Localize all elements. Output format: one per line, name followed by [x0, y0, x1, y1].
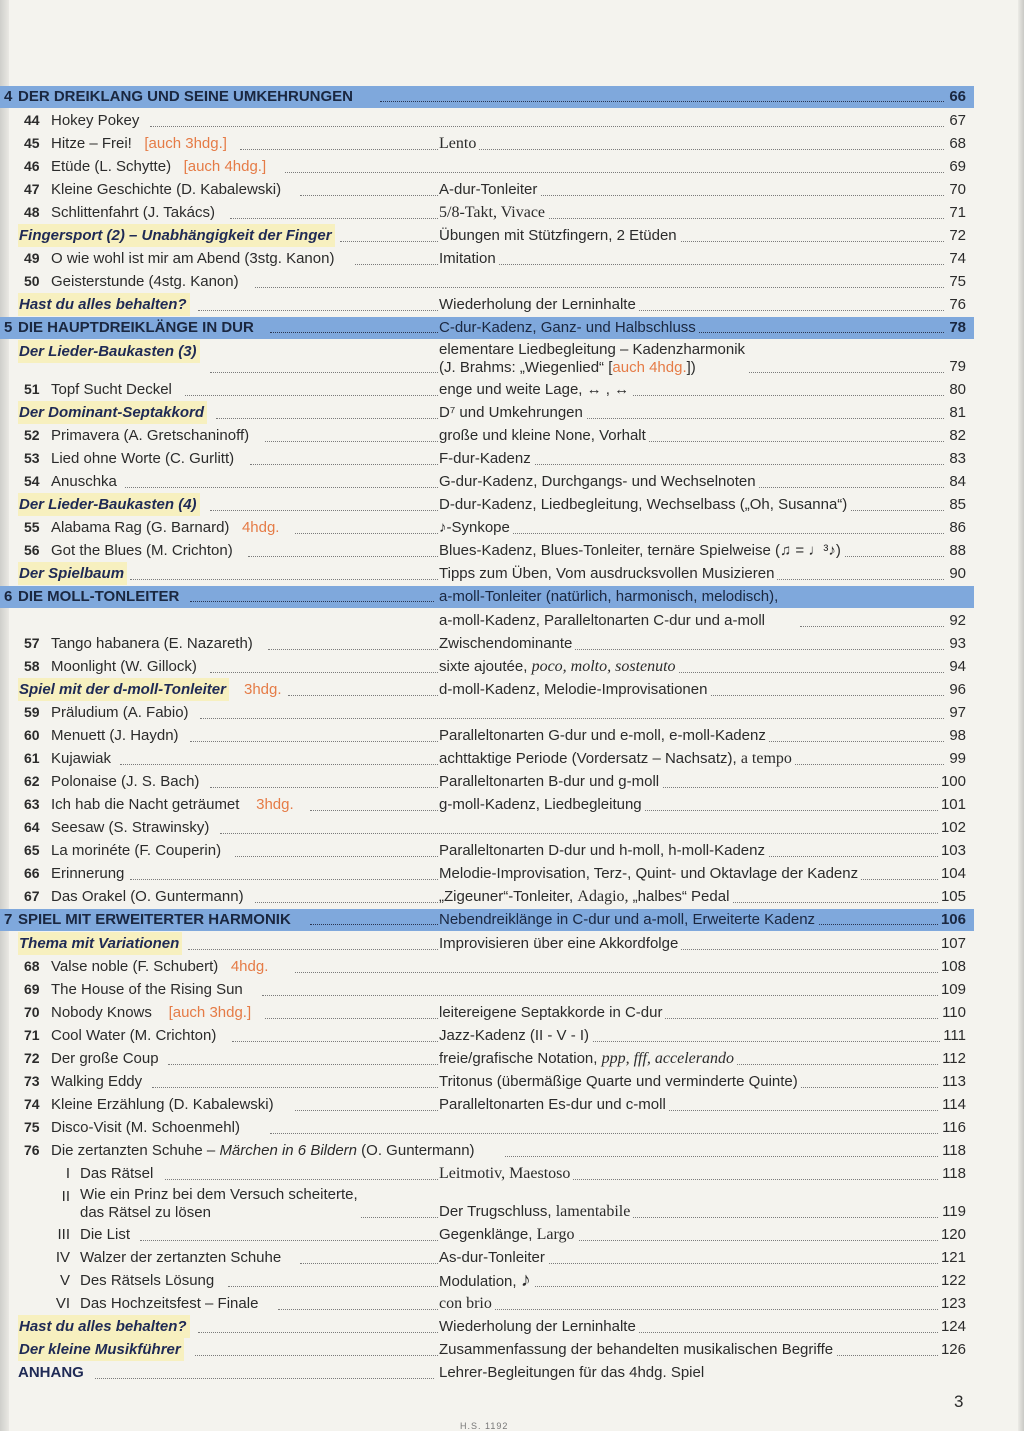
- piece-number: 59: [24, 704, 40, 720]
- chapter-title: SPIEL MIT ERWEITERTER HARMONIK: [18, 909, 291, 931]
- piece-title: Das Orakel (O. Guntermann): [51, 885, 247, 908]
- chapter-number: 4: [4, 88, 13, 105]
- topic-description: Paralleltonarten G-dur und e-moll, e-moll-Kadenz: [439, 724, 769, 747]
- piece-number: 58: [24, 658, 40, 674]
- topic-description: 5/8-Takt, Vivace: [439, 201, 548, 224]
- page-shadow-right: [1018, 0, 1024, 1431]
- toc-entry-62: [0, 770, 974, 793]
- page-ref: 105: [938, 885, 966, 908]
- toc-entry-review-1: [0, 293, 974, 316]
- page-ref: 85: [946, 493, 966, 516]
- toc-entry-48: [0, 201, 974, 224]
- page-number: 3: [954, 1392, 964, 1411]
- movement-number: V: [59, 1272, 70, 1289]
- toc-entry-lieder-baukasten-3: [0, 340, 974, 378]
- piece-title: Topf Sucht Deckel: [51, 378, 175, 401]
- edition-note: 3hdg.: [256, 796, 294, 813]
- toc-entry-46: [0, 155, 974, 178]
- topic-description: Zusammenfassung der behandelten musikalischen Begriffe: [439, 1338, 836, 1361]
- movement-number: III: [57, 1226, 70, 1243]
- special-section-title: Der Lieder-Baukasten (4): [18, 493, 200, 516]
- toc-entry-52: [0, 424, 974, 447]
- piece-title: Disco-Visit (M. Schoenmehl): [51, 1116, 243, 1139]
- edition-note: [auch 3hdg.]: [144, 135, 227, 152]
- toc-entry-45: [0, 132, 974, 155]
- movement-title: Das Rätsel: [80, 1162, 156, 1185]
- page-ref: 86: [946, 516, 966, 539]
- piece-number: 47: [24, 181, 40, 197]
- piece-number: 66: [24, 865, 40, 881]
- page-ref: 109: [938, 978, 966, 1001]
- edition-note: [auch 3hdg.]: [168, 1004, 252, 1021]
- topic-description: D-dur-Kadenz, Liedbegleitung, Wechselbass („Oh, Susanna“): [439, 493, 850, 516]
- special-section-title: Spiel mit der d-moll-Tonleiter: [18, 678, 229, 701]
- toc-entry-50: [0, 270, 974, 293]
- toc-entry-53: [0, 447, 974, 470]
- piece-number: 52: [24, 427, 40, 443]
- piece-title: Anuschka: [51, 470, 120, 493]
- toc-subentry-VI: [0, 1292, 974, 1315]
- piece-title: Der große Coup: [51, 1047, 162, 1070]
- toc-entry-44: [0, 109, 974, 132]
- topic-description: Wiederholung der Lerninhalte: [439, 1315, 639, 1338]
- movement-number: II: [61, 1188, 70, 1205]
- toc-subentry-III: [0, 1223, 974, 1246]
- toc-entry-72: [0, 1047, 974, 1070]
- piece-title: Got the Blues (M. Crichton): [51, 539, 236, 562]
- piece-number: 74: [24, 1096, 40, 1112]
- toc-entry-d-moll: [0, 678, 974, 701]
- edition-note: [auch 4hdg.]: [183, 158, 267, 175]
- toc-entry-73: [0, 1070, 974, 1093]
- page-ref: 96: [946, 678, 966, 701]
- piece-number: 63: [24, 796, 40, 812]
- piece-title: Lied ohne Worte (C. Gurlitt): [51, 447, 237, 470]
- toc-entry-61: [0, 747, 974, 770]
- chapter-7-header: [0, 909, 974, 931]
- page-ref: 111: [940, 1024, 966, 1047]
- movement-number: VI: [55, 1295, 70, 1312]
- topic-description: Leitmotiv, Maestoso: [439, 1162, 573, 1185]
- piece-title: Präludium (A. Fabio): [51, 701, 192, 724]
- topic-description: Gegenklänge, Largo: [439, 1223, 578, 1246]
- page-ref: 119: [939, 1200, 966, 1223]
- topic-description: Jazz-Kadenz (II - V - I): [439, 1024, 592, 1047]
- topic-description: Übungen mit Stützfingern, 2 Etüden: [439, 224, 680, 247]
- piece-number: 55: [24, 519, 40, 535]
- topic-description: elementare Liedbegleitung – Kadenzharmonik (J. Brahms: „Wiegenlied“ [auch 4hdg.]): [439, 341, 748, 377]
- special-section-title: Der Lieder-Baukasten (3): [18, 340, 200, 363]
- page-ref: 68: [946, 132, 966, 155]
- chapter-4-header: [0, 86, 974, 108]
- movement-title: Wie ein Prinz bei dem Versuch scheiterte, das Rätsel zu lösen: [80, 1186, 361, 1222]
- topic-description: Paralleltonarten Es-dur und c-moll: [439, 1093, 669, 1116]
- piece-number: 53: [24, 450, 40, 466]
- page-ref: 99: [946, 747, 966, 770]
- chapter-title: DIE MOLL-TONLEITER: [18, 586, 179, 608]
- page-ref: 80: [946, 378, 966, 401]
- topic-description: leitereigene Septakkorde in C-dur: [439, 1001, 665, 1024]
- page-ref: 74: [946, 247, 966, 270]
- piece-number: 62: [24, 773, 40, 789]
- toc-entry-68: [0, 955, 974, 978]
- topic-description: Melodie-Improvisation, Terz-, Quint- und Oktavlage der Kadenz: [439, 862, 861, 885]
- topic-description: „Zigeuner“-Tonleiter, Adagio, „halbes“ Pedal: [439, 885, 732, 908]
- toc-entry-59: [0, 701, 974, 724]
- topic-description: a-moll-Kadenz, Paralleltonarten C-dur und a-moll: [439, 609, 768, 632]
- piece-title: The House of the Rising Sun: [51, 978, 246, 1001]
- toc-entry-75: [0, 1116, 974, 1139]
- topic-description: Blues-Kadenz, Blues-Tonleiter, ternäre Spielweise (♫ = ♩³♪): [439, 539, 844, 562]
- piece-title: Menuett (J. Haydn): [51, 724, 182, 747]
- topic-description: Improvisieren über eine Akkordfolge: [439, 932, 681, 955]
- eighth-note-icon: ♪: [520, 1269, 531, 1291]
- piece-number: 69: [24, 981, 40, 997]
- piece-title: La morinéte (F. Couperin): [51, 839, 224, 862]
- toc-entry-thema-variationen: [0, 932, 974, 955]
- topic-description: Imitation: [439, 247, 499, 270]
- piece-number: 72: [24, 1050, 40, 1066]
- toc-entry-60: [0, 724, 974, 747]
- topic-description: große und kleine None, Vorhalt: [439, 424, 649, 447]
- page-ref: 113: [939, 1070, 966, 1093]
- piece-title: Alabama Rag (G. Barnard) 4hdg.: [51, 516, 282, 539]
- topic-description: a-moll-Tonleiter (natürlich, harmonisch, melodisch),: [439, 586, 781, 608]
- piece-title: Hitze – Frei! [auch 3hdg.]: [51, 132, 230, 155]
- toc-subentry-V: [0, 1269, 974, 1292]
- page-ref: 88: [946, 539, 966, 562]
- piece-title: Valse noble (F. Schubert) 4hdg.: [51, 955, 271, 978]
- page-ref: 81: [946, 401, 966, 424]
- movement-number: IV: [55, 1249, 70, 1266]
- piece-number: 56: [24, 542, 40, 558]
- toc-entry-dominant-septakkord: [0, 401, 974, 424]
- page-ref: 120: [938, 1223, 966, 1246]
- movement-number: I: [65, 1165, 70, 1182]
- movement-title: Die List: [80, 1223, 133, 1246]
- page-ref: 112: [939, 1047, 966, 1070]
- slur-down-icon: ↔: [614, 381, 630, 398]
- chapter-number: 7: [4, 911, 13, 928]
- page-ref: 94: [946, 655, 966, 678]
- table-of-contents: [0, 85, 974, 1384]
- page-ref: 79: [946, 355, 966, 378]
- toc-entry-65: [0, 839, 974, 862]
- toc-subentry-II: [0, 1185, 974, 1223]
- appendix-title: ANHANG: [18, 1364, 84, 1381]
- piece-title: Ich hab die Nacht geträumet 3hdg.: [51, 793, 297, 816]
- piece-title: Primavera (A. Gretschaninoff): [51, 424, 252, 447]
- toc-entry-55: [0, 516, 974, 539]
- topic-description: Tipps zum Üben, Vom ausdrucksvollen Musizieren: [439, 562, 777, 585]
- topic-description: Tritonus (übermäßige Quarte und verminderte Quinte): [439, 1070, 801, 1093]
- piece-number: 70: [24, 1004, 40, 1020]
- page-ref: 126: [938, 1338, 966, 1361]
- piece-number: 71: [24, 1027, 40, 1043]
- piece-title: Erinnerung: [51, 862, 127, 885]
- topic-description: D⁷ und Umkehrungen: [439, 401, 586, 424]
- piece-title: Nobody Knows [auch 3hdg.]: [51, 1001, 254, 1024]
- topic-description: Paralleltonarten B-dur und g-moll: [439, 770, 662, 793]
- topic-description: A-dur-Tonleiter: [439, 178, 540, 201]
- page-ref: 104: [938, 862, 966, 885]
- toc-entry-anhang: [0, 1361, 974, 1384]
- piece-title: Seesaw (S. Strawinsky): [51, 816, 212, 839]
- topic-description: achttaktige Periode (Vordersatz – Nachsatz), a tempo: [439, 747, 795, 770]
- toc-entry-review-2: [0, 1315, 974, 1338]
- piece-number: 60: [24, 727, 40, 743]
- topic-description: d-moll-Kadenz, Melodie-Improvisationen: [439, 678, 710, 701]
- page-ref: 100: [938, 770, 966, 793]
- piece-title: Kleine Erzählung (D. Kabalewski): [51, 1093, 277, 1116]
- toc-entry-74: [0, 1093, 974, 1116]
- page-ref: 123: [938, 1292, 966, 1315]
- piece-number: 49: [24, 250, 40, 266]
- page-ref: 93: [946, 632, 966, 655]
- page-ref: 92: [946, 609, 966, 632]
- toc-entry-70: [0, 1001, 974, 1024]
- page-ref: 108: [938, 955, 966, 978]
- piece-title: Etüde (L. Schytte) [auch 4hdg.]: [51, 155, 269, 178]
- toc-entry-spielbaum: [0, 562, 974, 585]
- piece-number: 61: [24, 750, 40, 766]
- special-section-title: Thema mit Variationen: [18, 932, 182, 955]
- topic-description: Paralleltonarten D-dur und h-moll, h-moll-Kadenz: [439, 839, 768, 862]
- toc-entry-67: [0, 885, 974, 908]
- special-section-title: Der Dominant-Septakkord: [18, 401, 207, 424]
- topic-description: F-dur-Kadenz: [439, 447, 534, 470]
- topic-description: Wiederholung der Lerninhalte: [439, 293, 639, 316]
- piece-number: 46: [24, 158, 40, 174]
- page-ref: 118: [939, 1139, 966, 1162]
- edition-note: 4hdg.: [241, 519, 280, 536]
- piece-number: 44: [24, 112, 40, 128]
- page-ref: 71: [946, 201, 966, 224]
- toc-entry-76: [0, 1139, 974, 1162]
- topic-description: sixte ajoutée, poco, molto, sostenuto: [439, 655, 679, 678]
- topic-description: enge und weite Lage, ↔ , ↔: [439, 378, 632, 401]
- toc-entry-64: [0, 816, 974, 839]
- toc-entry-63: [0, 793, 974, 816]
- toc-entry-56: [0, 539, 974, 562]
- movement-title: Walzer der zertanzten Schuhe: [80, 1246, 284, 1269]
- toc-entry-fingersport: [0, 224, 974, 247]
- piece-number: 76: [24, 1142, 40, 1158]
- chapter-6-header: [0, 586, 974, 608]
- topic-description: Lehrer-Begleitungen für das 4hdg. Spiel: [439, 1361, 707, 1384]
- piece-number: 75: [24, 1119, 40, 1135]
- page-ref: 116: [939, 1116, 966, 1139]
- topic-description: Der Trugschluss, lamentabile: [439, 1200, 633, 1223]
- piece-number: 50: [24, 273, 40, 289]
- toc-entry-66: [0, 862, 974, 885]
- topic-description: As-dur-Tonleiter: [439, 1246, 548, 1269]
- page-ref: 106: [938, 909, 966, 931]
- page-ref: 90: [946, 562, 966, 585]
- topic-description: C-dur-Kadenz, Ganz- und Halbschluss: [439, 317, 699, 339]
- special-section-title: Hast du alles behalten?: [18, 1315, 190, 1338]
- page-ref: 66: [946, 86, 966, 108]
- page-ref: 114: [939, 1093, 966, 1116]
- page-ref: 101: [938, 793, 966, 816]
- page-ref: 121: [938, 1246, 966, 1269]
- chapter-5-header: [0, 317, 974, 339]
- toc-entry-69: [0, 978, 974, 1001]
- special-section-title: Der Spielbaum: [18, 562, 127, 585]
- toc-entry-chapter-6-continued: [0, 609, 974, 632]
- piece-title: Moonlight (W. Gillock): [51, 655, 200, 678]
- special-section-title: Fingersport (2) – Unabhängigkeit der Finger: [18, 224, 335, 247]
- piece-number: 51: [24, 381, 40, 397]
- page-ref: 107: [938, 932, 966, 955]
- piece-number: 57: [24, 635, 40, 651]
- piece-number: 65: [24, 842, 40, 858]
- piece-title: Polonaise (J. S. Bach): [51, 770, 202, 793]
- page-ref: 103: [938, 839, 966, 862]
- page-ref: 76: [946, 293, 966, 316]
- page-ref: 110: [939, 1001, 966, 1024]
- page-ref: 118: [939, 1162, 966, 1185]
- toc-entry-71: [0, 1024, 974, 1047]
- topic-description: freie/grafische Notation, ppp, fff, accelerando: [439, 1047, 737, 1070]
- piece-title: Die zertanzten Schuhe – Märchen in 6 Bildern (O. Guntermann): [51, 1139, 478, 1162]
- toc-entry-58: [0, 655, 974, 678]
- page-ref: 97: [946, 701, 966, 724]
- page-ref: 69: [946, 155, 966, 178]
- piece-number: 48: [24, 204, 40, 220]
- piece-title: O wie wohl ist mir am Abend (3stg. Kanon): [51, 247, 337, 270]
- toc-entry-57: [0, 632, 974, 655]
- page-ref: 83: [946, 447, 966, 470]
- topic-description: Lento: [439, 132, 479, 155]
- piece-title: Kujawiak: [51, 747, 114, 770]
- toc-entry-51: [0, 378, 974, 401]
- page-ref: 98: [946, 724, 966, 747]
- slur-up-icon: ↔: [586, 381, 602, 398]
- toc-entry-lieder-baukasten-4: [0, 493, 974, 516]
- topic-description: G-dur-Kadenz, Durchgangs- und Wechselnoten: [439, 470, 759, 493]
- footer-code: H.S. 1192: [460, 1421, 509, 1431]
- topic-description: ♪-Synkope: [439, 516, 513, 539]
- piece-title: Walking Eddy: [51, 1070, 145, 1093]
- piece-number: 45: [24, 135, 40, 151]
- edition-note: 3hdg.: [244, 681, 282, 698]
- page-ref: 122: [938, 1269, 966, 1292]
- toc-entry-47: [0, 178, 974, 201]
- page-ref: 72: [946, 224, 966, 247]
- page-ref: 78: [946, 317, 966, 339]
- toc-entry-49: [0, 247, 974, 270]
- movement-title: Des Rätsels Lösung: [80, 1269, 217, 1292]
- movement-title: Das Hochzeitsfest – Finale: [80, 1292, 261, 1315]
- piece-title: Schlittenfahrt (J. Takács): [51, 201, 218, 224]
- piece-number: 54: [24, 473, 40, 489]
- special-section-title: Der kleine Musikführer: [18, 1338, 184, 1361]
- toc-subentry-IV: [0, 1246, 974, 1269]
- piece-title: Kleine Geschichte (D. Kabalewski): [51, 178, 284, 201]
- topic-description: g-moll-Kadenz, Liedbegleitung: [439, 793, 645, 816]
- topic-description: Nebendreiklänge in C-dur und a-moll, Erweiterte Kadenz: [439, 909, 818, 931]
- special-section-title: Hast du alles behalten?: [18, 293, 190, 316]
- piece-number: 68: [24, 958, 40, 974]
- toc-subentry-I: [0, 1162, 974, 1185]
- piece-number: 67: [24, 888, 40, 904]
- chapter-title: DER DREIKLANG UND SEINE UMKEHRUNGEN: [18, 86, 353, 108]
- piece-number: 64: [24, 819, 40, 835]
- page-ref: 82: [946, 424, 966, 447]
- piece-number: 73: [24, 1073, 40, 1089]
- topic-description: Modulation, ♪: [439, 1269, 534, 1293]
- toc-entry-54: [0, 470, 974, 493]
- piece-title: Tango habanera (E. Nazareth): [51, 632, 256, 655]
- page-ref: 70: [946, 178, 966, 201]
- page-ref: 102: [938, 816, 966, 839]
- piece-title: Cool Water (M. Crichton): [51, 1024, 219, 1047]
- topic-description: Zwischendominante: [439, 632, 575, 655]
- page-ref: 75: [946, 270, 966, 293]
- topic-description: con brio: [439, 1292, 495, 1315]
- piece-title: Geisterstunde (4stg. Kanon): [51, 270, 242, 293]
- edition-note: 4hdg.: [230, 958, 269, 975]
- chapter-number: 5: [4, 319, 13, 336]
- piece-title: Hokey Pokey: [51, 109, 142, 132]
- chapter-number: 6: [4, 588, 13, 605]
- page-ref: 124: [938, 1315, 966, 1338]
- toc-entry-musikfuehrer: [0, 1338, 974, 1361]
- chapter-title: DIE HAUPTDREIKLÄNGE IN DUR: [18, 317, 254, 339]
- page-ref: 84: [946, 470, 966, 493]
- page-ref: 67: [946, 109, 966, 132]
